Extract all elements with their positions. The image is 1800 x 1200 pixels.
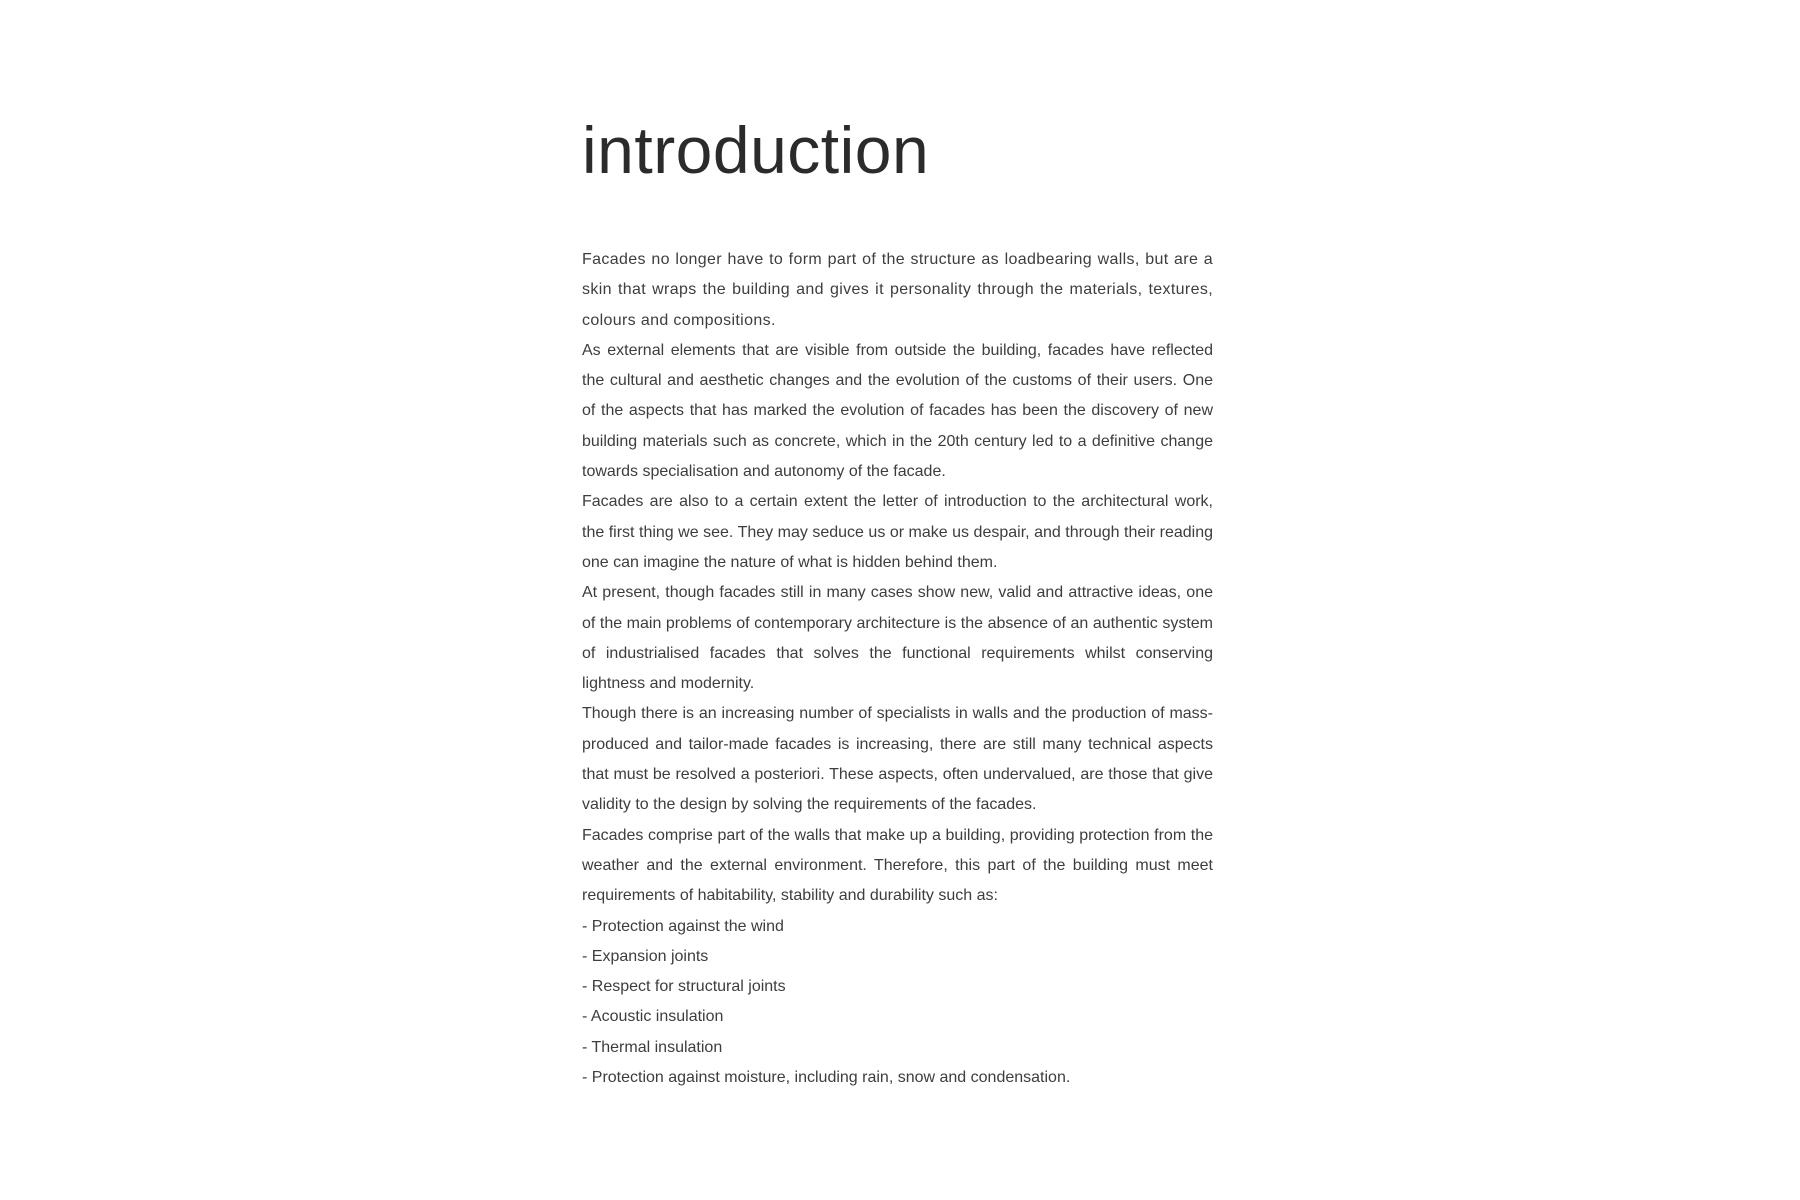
list-item: - Protection against the wind <box>582 917 784 935</box>
list-item: - Protection against moisture, including rain, snow and condensation. <box>582 1069 1071 1087</box>
requirements-list <box>582 912 1213 1094</box>
body-text <box>582 245 1213 1093</box>
page-title: introduction <box>582 113 930 187</box>
paragraph-specialists: Though there is an increasing number of specialists in walls and the production of mass-produced and tailor-made facades is increasing, there are still many technical aspects that must be resolved a posteriori. These aspects, often undervalued, are those that give validity to the design by solving the requirements of the facades. <box>582 705 1213 814</box>
list-item: - Respect for structural joints <box>582 978 786 996</box>
paragraph-evolution: As external elements that are visible from outside the building, facades have reflected the cultural and aesthetic changes and the evolution of the customs of their users. One of the aspects that has marked the evolution of facades has been the discovery of new building materials such as concrete, which in the 20th century led to a definitive change towards specialisation and autonomy of the facade. <box>582 341 1213 481</box>
paragraph-facades-skin: Facades no longer have to form part of the structure as loadbearing walls, but are a skin that wraps the building and gives it personality through the materials, textures, colours and compositions. <box>582 251 1213 329</box>
document-page <box>582 108 1213 1093</box>
paragraph-letter-of-introduction: Facades are also to a certain extent the letter of introduction to the architectural work, the first thing we see. They may seduce us or make us despair, and through their reading one can imagine the nature of what is hidden behind them. <box>582 493 1213 571</box>
list-item: - Acoustic insulation <box>582 1008 724 1026</box>
paragraph-requirements-intro: Facades comprise part of the walls that make up a building, providing protection from the weather and the external environment. Therefore, this part of the building must meet requirements of habitability, stability and durability such as: <box>582 826 1213 905</box>
list-item: - Expansion joints <box>582 947 709 965</box>
list-item: - Thermal insulation <box>582 1038 723 1056</box>
paragraph-present-problems: At present, though facades still in many cases show new, valid and attractive ideas, one of the main problems of contemporary architecture is the absence of an authentic system of industrialised facades that solves the functional requirements whilst conserving lightness and modernity. <box>582 584 1213 693</box>
